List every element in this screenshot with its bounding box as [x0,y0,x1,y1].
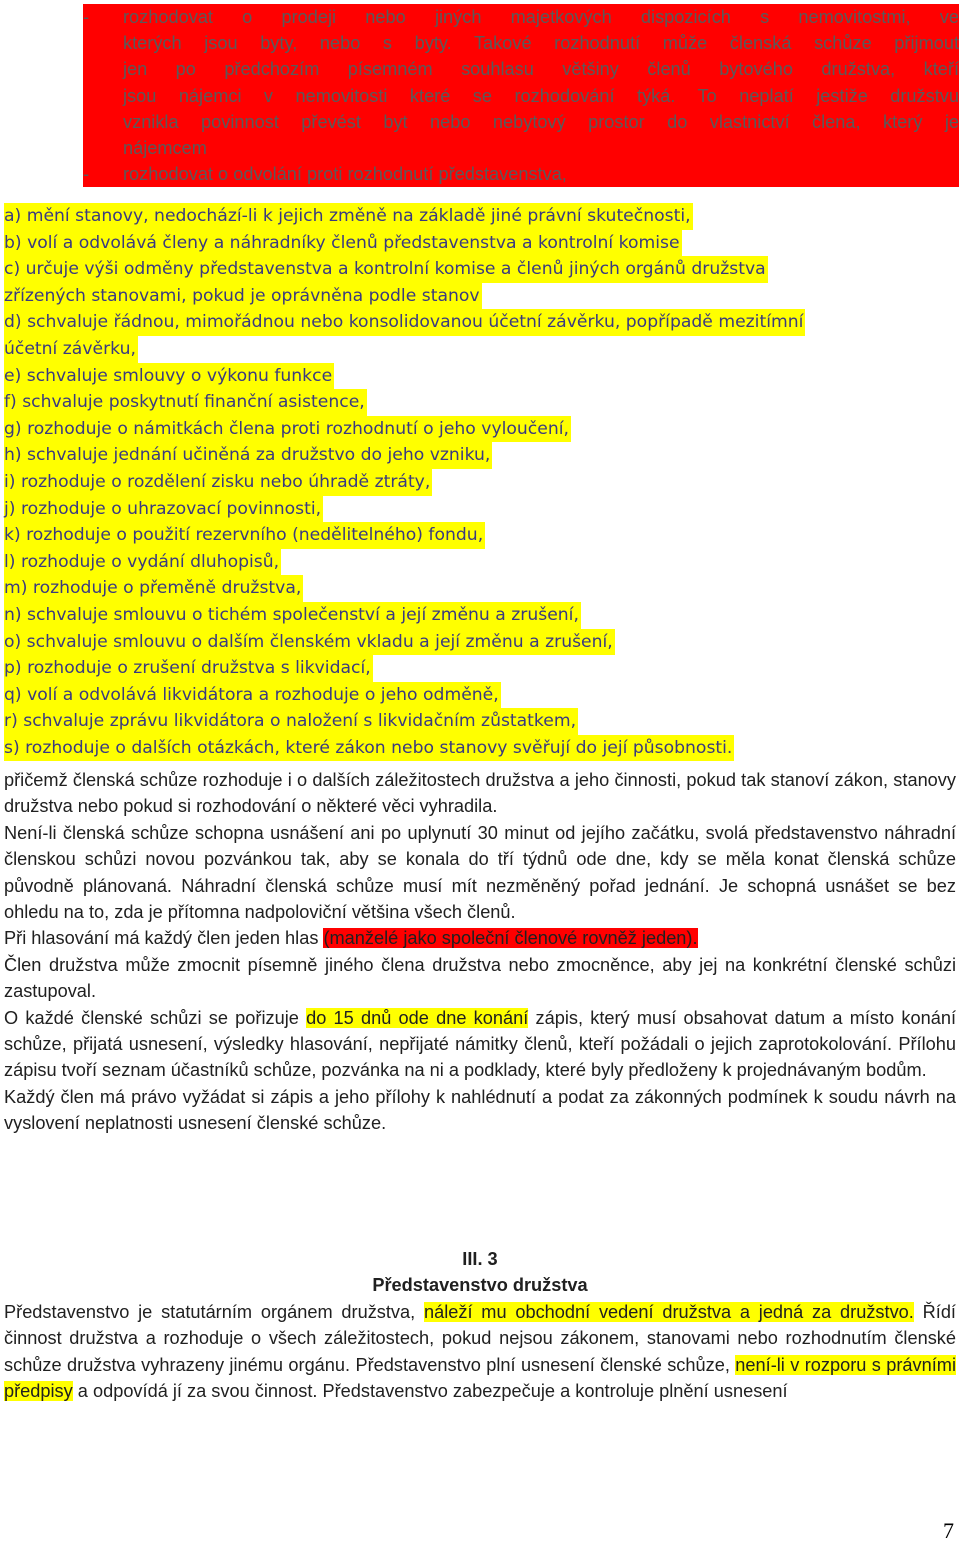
list-item-text: m) rozhoduje o přeměně družstva, [4,575,303,602]
red-item-line: rozhodovat o prodeji nebo jiných majetkových dispozicích s nemovitostmi, ve [123,7,959,27]
list-item [4,389,956,416]
list-item-text: g) rozhoduje o námitkách člena proti rozhodnutí o jeho vyloučení, [4,416,571,443]
list-item-text: l) rozhoduje o vydání dluhopisů, [4,549,281,576]
red-highlight: (manželé jako společní členové rovněž jeden). [323,928,698,949]
list-item [4,522,956,549]
list-item-text: r) schvaluje zprávu likvidátora o naložení s likvidačním zůstatkem, [4,708,578,735]
red-item-line: jsou nájemci v nemovitosti které se rozhodování týká. To neplatí jestiže družstvu [123,85,959,106]
red-item-line: vznikla povinnost převést byt nebo nebytový prostor do vlastnictví člena, který je [123,111,959,132]
red-list-item-2 [83,161,959,187]
section-number: III. 3 [462,1249,498,1269]
list-item-text: j) rozhoduje o uhrazovací povinnosti, [4,496,323,523]
list-item [4,230,956,257]
list-item-text: c) určuje výši odměny představenstva a kontrolní komise a členů jiných orgánů družstva [4,256,768,283]
list-item [4,682,956,709]
paragraph: Není-li členská schůze schopna usnášení ani po uplynutí 30 minut od jejího začátku, svolá představenstvo náhradní členskou schůzi novou pozvánkou tak, aby se konala do tří týdnů ode dne, kdy se měla konat členská schůze původně plánovaná. Náhradní členská schůze musí mít nezměněný pořad jednání. Je schopná usnášet se bez ohledu na to, zda je přítomna nadpoloviční většina všech členů. [4,822,956,923]
yellow-highlight: není-li v rozporu s právními předpisy [4,1354,956,1402]
powers-list [4,203,956,761]
list-item-text: p) rozhoduje o zrušení družstva s likvidací, [4,655,373,682]
list-item [4,708,956,735]
red-item-line: jen po předchozím písemném souhlasu většiny členů bytového družstva, kteří [123,59,959,80]
section-board [4,1246,956,1404]
list-item-text: e) schvaluje smlouvy o výkonu funkce [4,363,334,390]
list-item-text: n) schvaluje smlouvu o tichém společenství a její změnu a zrušení, [4,602,581,629]
text-run: Řídí činnost družstva a rozhoduje o všech záležitostech, pokud nejsou zákonem, stanovami nebo rozhodnutím členské schůze družstva vyhrazeny jinému orgánu. Představenstvo plní usnesení členské schůze, [4,1301,956,1375]
list-item-text: zřízených stanovami, pokud je oprávněna podle stanov [4,283,482,310]
list-item [4,442,956,469]
list-item-text: q) volí a odvolává likvidátora a rozhoduje o jeho odměně, [4,682,501,709]
list-item [4,336,956,363]
list-item [4,655,956,682]
list-item [4,496,956,523]
paragraph-board [4,1299,956,1405]
list-item [4,469,956,496]
dash-bullet: - [83,164,90,185]
list-item-text: d) schvaluje řádnou, mimořádnou nebo konsolidovanou účetní závěrku, popřípadě mezitímní [4,309,805,336]
section-title: Představenstvo družstva [372,1275,588,1296]
list-item [4,735,956,762]
red-item-line: nájemcem [123,138,207,159]
list-item [4,363,956,390]
page-number: 7 [943,1518,954,1543]
red-item-line: kterých jsou byty, nebo s byty. Takové rozhodnutí může členská schůze přijmout [123,33,959,54]
text-run: a odpovídá jí za svou činnost. Představenstvo zabezpečuje a kontroluje plnění usnesení [72,1381,788,1402]
red-highlighted-block [83,4,959,187]
list-item [4,575,956,602]
red-list-item-1 [83,4,959,161]
list-item-text: h) schvaluje jednání učiněná za družstvo do jeho vzniku, [4,442,492,469]
list-item-text: a) mění stanovy, nedochází-li k jejich změně na základě jiné právní skutečnosti, [4,203,693,230]
text-run: O každé členské schůzi se pořizuje [4,1007,307,1028]
list-item-text: f) schvaluje poskytnutí finanční asistence, [4,389,367,416]
text-run: Při hlasování má každý člen jeden hlas [4,928,324,949]
list-item [4,629,956,656]
list-item-text: účetní závěrku, [4,336,138,363]
paragraph: Každý člen má právo vyžádat si zápis a jeho přílohy k nahlédnutí a podat za zákonných podmínek k soudu návrh na vyslovení neplatnosti usnesení členské schůze. [4,1086,956,1134]
body-paragraphs [4,767,956,1137]
list-item [4,602,956,629]
list-item [4,309,956,336]
list-item [4,416,956,443]
list-item-text: s) rozhoduje o dalších otázkách, které zákon nebo stanovy svěřují do její působnosti. [4,735,734,762]
list-item-text: b) volí a odvolává členy a náhradníky členů představenstva a kontrolní komise [4,230,682,257]
paragraph-minutes [4,1005,956,1084]
list-item [4,549,956,576]
paragraph-voting [4,925,956,951]
red-item-line: rozhodovat o odvolání proti rozhodnutí představenstva, [123,164,567,185]
list-item-text: k) rozhoduje o použití rezervního (nedělitelného) fondu, [4,522,485,549]
list-item-text: o) schvaluje smlouvu o dalším členském vkladu a její změnu a zrušení, [4,629,615,656]
yellow-highlight: náleží mu obchodní vedení družstva a jedná za družstvo. [423,1301,914,1322]
list-item [4,283,956,310]
list-item [4,203,956,230]
text-run: Představenstvo je statutárním orgánem družstva, [4,1301,424,1322]
dash-bullet: - [83,7,90,27]
list-item-text: i) rozhoduje o rozdělení zisku nebo úhradě ztráty, [4,469,432,496]
list-item [4,256,956,283]
text-run: zápis, který musí obsahovat datum a místo konání schůze, přijatá usnesení, výsledky hlasování, nepřijaté námitky členů, kteří požádali o jejich zaprotokolování. Přílohu zápisu tvoří seznam účastníků schůze, pozvánka na ni a podklady, které byly předloženy k projednávaným bodům. [4,1007,956,1081]
yellow-highlight: do 15 dnů ode dne konání [306,1007,529,1028]
paragraph: přičemž členská schůze rozhoduje i o dalších záležitostech družstva a jeho činnosti, pokud tak stanoví zákon, stanovy družstva nebo pokud si rozhodování o některé věci vyhradila. [4,770,956,817]
paragraph: Člen družstva může zmocnit písemně jiného člena družstva nebo zmocněnce, aby jej na konkrétní členské schůzi zastupoval. [4,954,956,1002]
